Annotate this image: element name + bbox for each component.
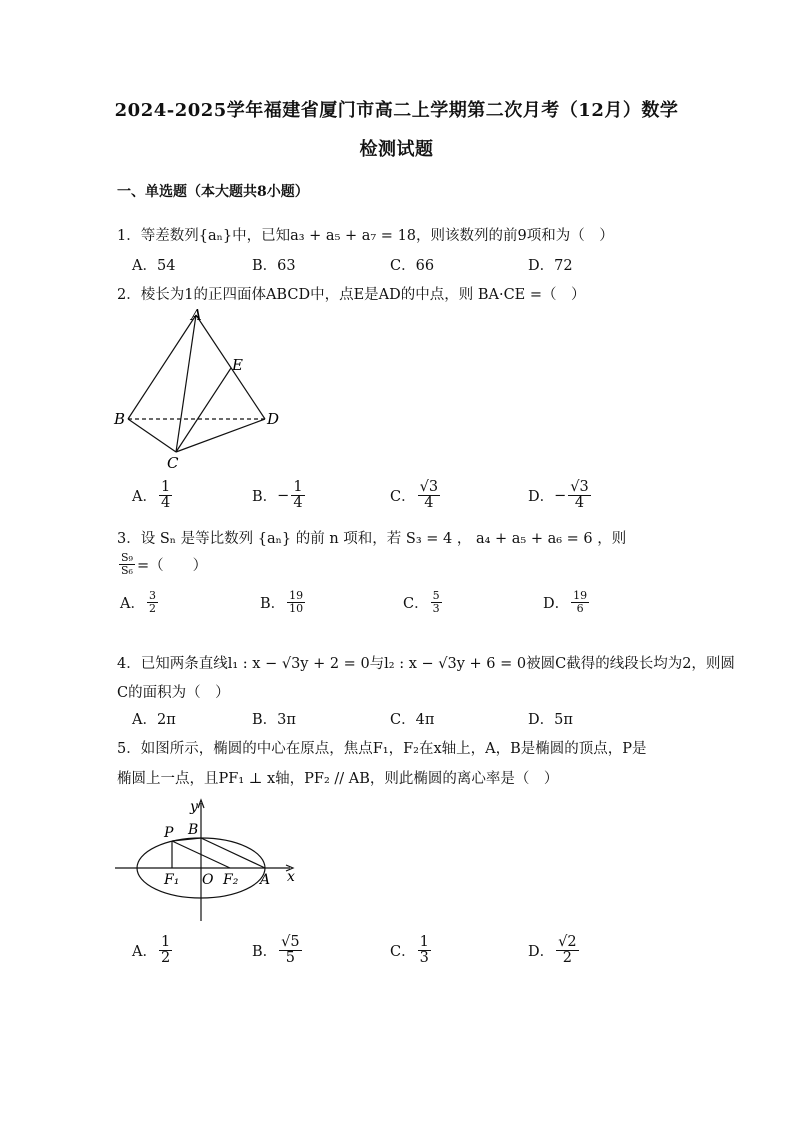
question-3-text: 3．设 Sₙ 是等比数列 {aₙ} 的前 n 项和，若 S₃ = 4 ， a₄ + a₅ + a₆ = 6 ，则 xyxy=(117,531,627,547)
q1-option-b: B．63 xyxy=(252,258,296,274)
ellipse-label-o: O xyxy=(202,872,214,888)
ellipse-label-f1: F₁ xyxy=(164,872,180,888)
q5-option-c: C． $\frac{1}{3}$ xyxy=(390,934,429,967)
q4-option-c: C．4π xyxy=(390,712,435,728)
q3-option-c: C． $\frac{5}{3}$ xyxy=(403,589,440,615)
tetra-label-a: A xyxy=(191,306,202,324)
page-title-line1: 2024-2025学年福建省厦门市高二上学期第二次月考（12月）数学 xyxy=(114,100,679,121)
q5-option-b: B． $\frac{√5}{5}$ xyxy=(252,934,300,967)
question-3-options xyxy=(0,590,793,630)
q2-option-c: C． $\frac{√3}{4}$ xyxy=(390,479,439,512)
tetrahedron-figure xyxy=(100,300,300,480)
question-2-text: 2．棱长为1的正四面体ABCD中，点E是AD的中点，则 BA·CE =（ ） xyxy=(117,287,586,303)
ellipse-label-b: B xyxy=(188,822,199,838)
ellipse-figure xyxy=(110,795,310,925)
question-1-text: 1．等差数列{aₙ}中，已知a₃ + a₅ + a₇ = 18，则该数列的前9项和为（ ） xyxy=(117,228,614,244)
ellipse-label-p: P xyxy=(164,825,174,841)
question-5-text-line2: 椭圆上一点，且PF₁ ⊥ x轴，PF₂ // AB，则此椭圆的离心率是（ ） xyxy=(117,771,559,787)
q1-option-c: C．66 xyxy=(390,258,435,274)
question-4-text-line2: C的面积为（ ） xyxy=(117,685,230,701)
q1-option-d: D．72 xyxy=(528,258,573,274)
question-3-ratio: $\frac{\text{S₉}}{\text{S₆}}$ =（ ） xyxy=(121,551,208,577)
q4-option-a: A．2π xyxy=(132,712,176,728)
ellipse-label-a: A xyxy=(260,872,271,888)
section-heading-single-choice: 一、单选题（本大题共8小题） xyxy=(117,184,309,200)
q3-option-d: D． $\frac{19}{6}$ xyxy=(543,589,588,615)
q2-option-d: D． − $\frac{√3}{4}$ xyxy=(528,479,589,512)
tetra-label-e: E xyxy=(232,356,243,374)
tetra-label-b: B xyxy=(114,410,126,428)
tetra-label-d: D xyxy=(267,410,280,428)
q2-option-a: A． $\frac{1}{4}$ xyxy=(132,479,171,512)
ellipse-label-f2: F₂ xyxy=(223,872,239,888)
ellipse-label-y: y xyxy=(190,799,198,815)
q5-option-d: D． $\frac{√2}{2}$ xyxy=(528,934,577,967)
q2-option-b: B． − $\frac{1}{4}$ xyxy=(252,479,303,512)
q4-option-b: B．3π xyxy=(252,712,296,728)
page-title-line2: 检测试题 xyxy=(359,139,434,160)
ellipse-label-x: x xyxy=(287,869,295,885)
q4-option-d: D．5π xyxy=(528,712,573,728)
q3-option-b: B． $\frac{19}{10}$ xyxy=(260,589,304,615)
q3-option-a: A． $\frac{3}{2}$ xyxy=(120,589,156,615)
question-5-text-line1: 5．如图所示，椭圆的中心在原点，焦点F₁，F₂在x轴上，A，B是椭圆的顶点，P是 xyxy=(117,741,647,757)
question-4-text-line1: 4．已知两条直线l₁ : x − √3y + 2 = 0与l₂ : x − √3y + 6 = 0被圆C截得的线段长均为2，则圆 xyxy=(117,656,735,672)
tetra-label-c: C xyxy=(167,454,179,472)
question-5-options xyxy=(0,935,793,975)
question-2-options xyxy=(0,480,793,520)
q5-option-a: A． $\frac{1}{2}$ xyxy=(132,934,171,967)
q1-option-a: A．54 xyxy=(132,258,176,274)
